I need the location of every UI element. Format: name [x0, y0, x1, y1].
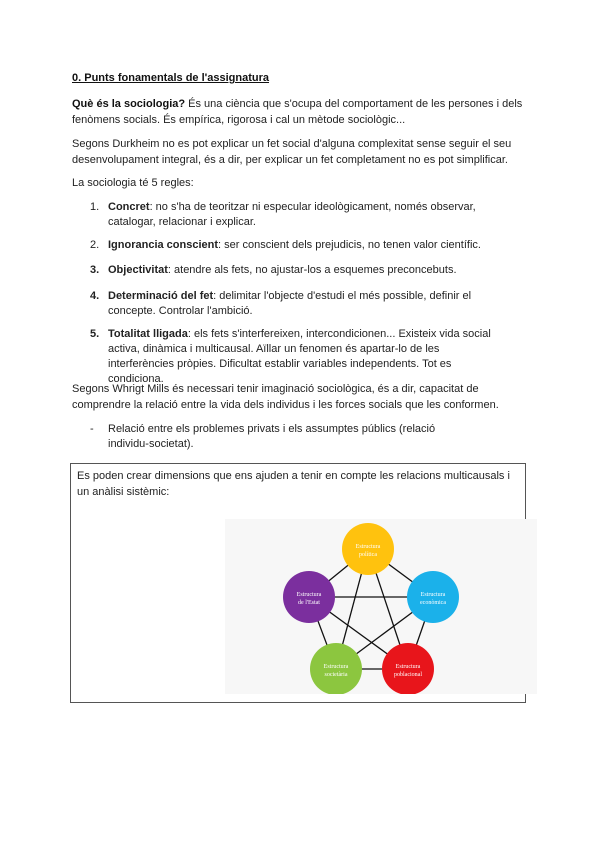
diagram-node: [310, 643, 362, 694]
rule-number: 2.: [90, 239, 100, 251]
node-label: Estructura: [355, 544, 381, 550]
rule-text: : no s'ha de teoritzar ni especular ideològicament, només observar, catalogar, relacionar i explicar.: [108, 201, 476, 228]
diagram-node: [382, 643, 434, 694]
intro-term: Què és la sociologia?: [72, 98, 186, 110]
node-label: Estructura: [323, 664, 349, 670]
rule-number: 5.: [90, 328, 100, 340]
page-title: 0. Punts fonamentals de l'assignatura: [72, 72, 270, 84]
rule-text: : atendre als fets, no ajustar-los a esquemes preconcebuts.: [167, 264, 457, 276]
durkheim-paragraph: Segons Durkheim no es pot explicar un fet social d'alguna complexitat sense seguir el seu desenvolupament integral, és a dir, per explicar un fet completament no es pot simplificar.: [72, 138, 512, 166]
intro-text: És una ciència que s'ocupa del comportament de les persones i dels fenòmens socials. És empírica, rigorosa i cal un mètode sociològic...: [72, 98, 523, 126]
node-label: política: [359, 552, 377, 558]
rule-term: Objectivitat: [108, 264, 168, 276]
node-label: Estructura: [296, 592, 322, 598]
rule-term: Determinació del fet: [108, 290, 214, 302]
mills-paragraph: Segons Whrigt Mills és necessari tenir imaginació sociològica, és a dir, capacitat de comprendre la relació entre la vida dels individus i les forces socials que les conformen.: [72, 383, 499, 411]
node-label: Estructura: [395, 664, 421, 670]
diagram-node: [283, 571, 335, 623]
node-label: econòmica: [420, 600, 446, 606]
bullet-text: Relació entre els problemes privats i els assumptes públics (relació individu-societat).: [108, 423, 436, 450]
rule-text: : els fets s'interfereixen, intercondicionen... Existeix vida social activa, dinàmica i multicausal. Aïllar un fenomen és apartar-lo de les interferències pròpies. Dificultat establir variables independents. Tot es condiciona.: [108, 328, 491, 385]
structures-diagram: [225, 519, 537, 694]
rule-text: : ser conscient dels prejudicis, no tenen valor científic.: [218, 239, 481, 251]
rules-intro: La sociologia té 5 regles:: [72, 177, 194, 189]
rule-number: 4.: [90, 290, 100, 302]
diagram-node: [407, 571, 459, 623]
node-label: de l'Estat: [298, 600, 320, 606]
intro-paragraph: [72, 96, 532, 128]
rule-term: Concret: [108, 201, 150, 213]
rule-term: Totalitat lligada: [108, 328, 188, 340]
rule-number: 1.: [90, 201, 100, 213]
diagram-box: [70, 463, 526, 703]
rule-term: Ignorancia conscient: [108, 239, 219, 251]
rule-number: 3.: [90, 264, 100, 276]
diagram-node: [342, 523, 394, 575]
rule-text: : delimitar l'objecte d'estudi el més possible, definir el concepte. Controlar l'ambició.: [108, 290, 472, 317]
pentagram-svg: [225, 519, 537, 694]
node-label: societària: [324, 672, 348, 678]
node-label: Estructura: [420, 592, 446, 598]
box-text: Es poden crear dimensions que ens ajuden a tenir en compte les relacions multicausals i un anàlisi sistèmic:: [77, 470, 510, 498]
bullet-marker: -: [90, 423, 94, 435]
node-label: poblacional: [394, 672, 422, 678]
